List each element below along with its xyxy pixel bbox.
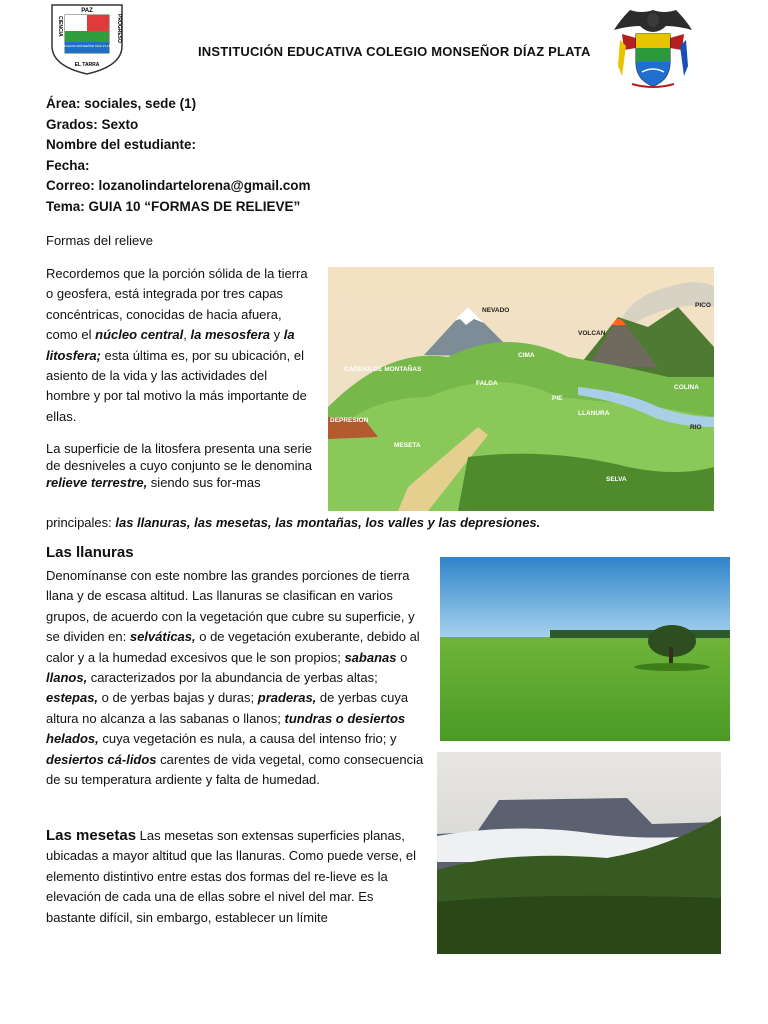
svg-text:PROGRESO: PROGRESO bbox=[116, 14, 122, 43]
student-name-line: Nombre del estudiante: bbox=[46, 137, 197, 152]
svg-text:COLEGIO MONSEÑOR DÍAZ PLATA: COLEGIO MONSEÑOR DÍAZ PLATA bbox=[62, 44, 112, 48]
llanuras-paragraph: Denomínanse con este nombre las grandes porciones de tierra llana y de escasa altitud. Las llanuras se clasifican en varios grupos, de acuerdo con la vegetación que cubre su superficie, y se dividen en: selváticas, o de vegetación exuberante, debido al calor y a la humedad excesivos que le son propios; sabanas o llanos, caracterizados por la abundancia de yerbas altas; estepas, o de yerbas bajas y duras; praderas, de yerbas cuya altura no alcanza a las sabanas o llanos; tundras o desiertos helados, cuya vegetación es nula, a causa del intenso frio; y desiertos cá-lidos carentes de vida vegetal, como consecuencia de su temperatura ardiente y falta de humedad. bbox=[46, 568, 424, 788]
mesetas-paragraph: Las mesetas Las mesetas son extensas superficies planas, ubicadas a mayor altitud que las llanuras. Como puede verse, el elemento distintivo entre estas dos formas del re-lieve es la elevación de cada una de ellas sobre el nivel del mar. Es bastante difícil, sin embargo, establecer un límite bbox=[46, 827, 416, 925]
label-pie: PIE bbox=[552, 395, 563, 402]
llanuras-heading: Las llanuras bbox=[46, 544, 134, 561]
grades-line: Grados: Sexto bbox=[46, 116, 139, 132]
plain-photo bbox=[440, 557, 730, 741]
colombia-coat-of-arms-icon bbox=[612, 6, 694, 90]
section-subtitle: Formas del relieve bbox=[46, 233, 153, 248]
label-pico: PICO bbox=[695, 302, 711, 309]
school-logo bbox=[48, 2, 126, 76]
email-line: Correo: lozanolindartelorena@gmail.com bbox=[46, 178, 311, 193]
intro-paragraph: Recordemos que la porción sólida de la tierra o geosfera, está integrada por tres capas concéntricas, conocidas de hacia afuera, como el núcleo central, la mesosfera y la litosfera; esta última es, por su ubicación, el asiento de la vida y las actividades del hombre y por tal motivo la más importante de ellas. bbox=[46, 266, 308, 424]
surface-paragraph: La superficie de la litosfera presenta una serie de desniveles a cuyo conjunto se le denomina relieve terrestre, siendo sus for-mas bbox=[46, 441, 312, 490]
date-line: Fecha: bbox=[46, 157, 90, 173]
label-falda: FALDA bbox=[476, 380, 498, 387]
label-meseta: MESETA bbox=[394, 442, 421, 449]
mesetas-heading: Las mesetas bbox=[46, 827, 137, 844]
label-rio: RIO bbox=[690, 424, 702, 431]
label-volcan: VOLCAN bbox=[578, 330, 606, 337]
school-title: INSTITUCIÓN EDUCATIVA COLEGIO MONSEÑOR DÍAZ PLATA bbox=[198, 44, 591, 59]
svg-text:CIENCIA: CIENCIA bbox=[57, 16, 63, 37]
svg-text:EL TARRA: EL TARRA bbox=[74, 62, 100, 68]
label-cima: CIMA bbox=[518, 352, 535, 359]
area-line: Área: sociales, sede (1) bbox=[46, 96, 197, 111]
label-colina: COLINA bbox=[674, 384, 699, 391]
plateau-photo bbox=[437, 752, 721, 954]
guide-metadata bbox=[46, 94, 310, 217]
relief-diagram bbox=[328, 267, 714, 511]
svg-text:PAZ: PAZ bbox=[81, 8, 93, 14]
label-nevado: NEVADO bbox=[482, 307, 510, 314]
label-depresion: DEPRESION bbox=[330, 417, 369, 424]
surface-paragraph-end: principales: las llanuras, las mesetas, las montañas, los valles y las depresiones. bbox=[46, 515, 541, 530]
topic-line: Tema: GUIA 10 “FORMAS DE RELIEVE” bbox=[46, 198, 301, 214]
label-selva: SELVA bbox=[606, 476, 627, 483]
label-cadena: CADENA DE MONTAÑAS bbox=[344, 366, 422, 373]
label-llanura: LLANURA bbox=[578, 410, 610, 417]
